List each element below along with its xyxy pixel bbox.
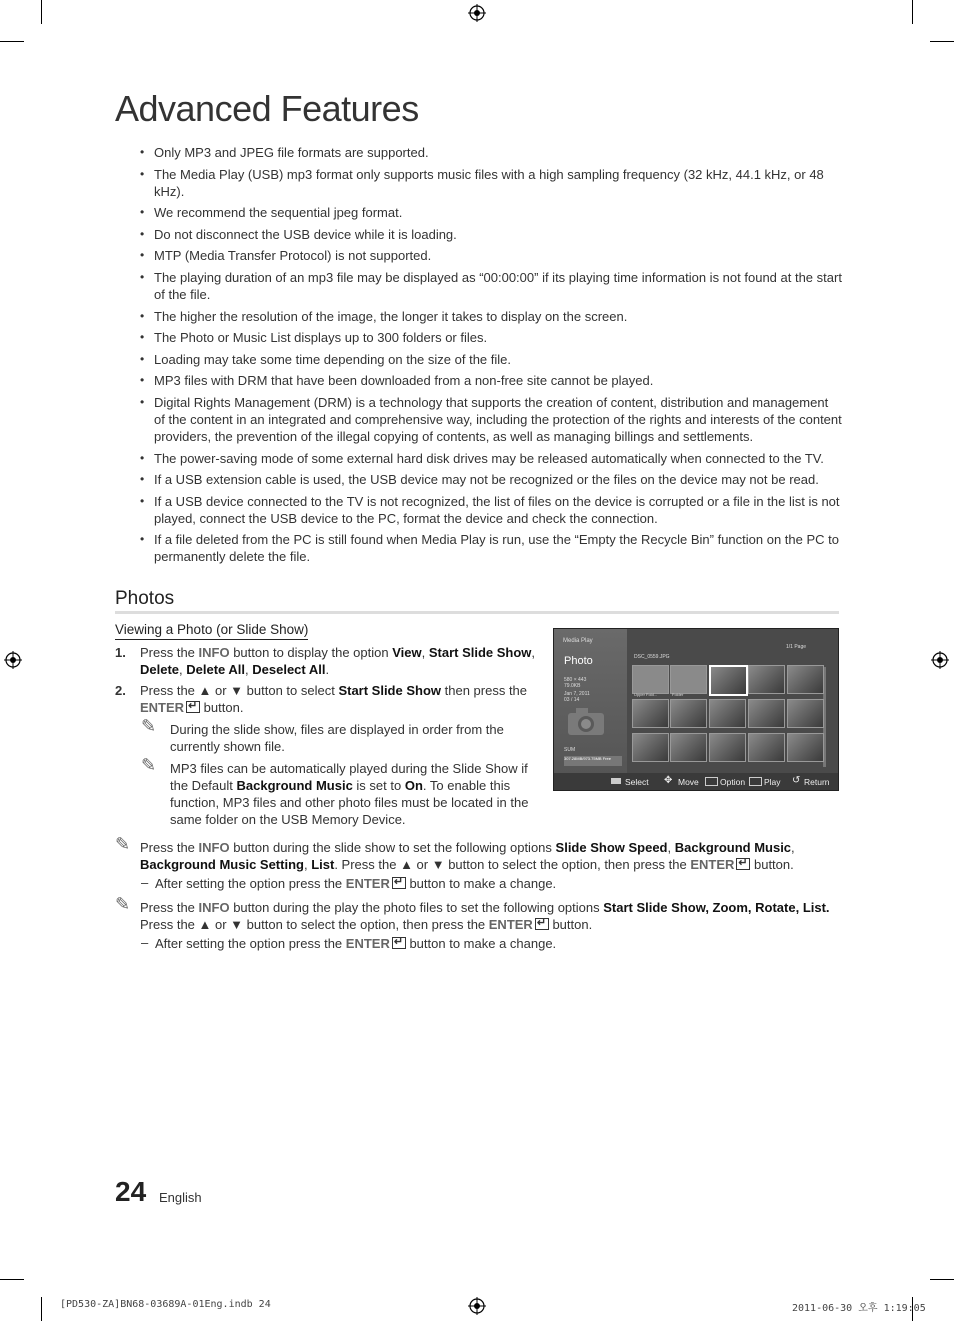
option-background-music: Background Music bbox=[236, 778, 353, 793]
folder-thumb[interactable] bbox=[670, 665, 707, 694]
text: Press the bbox=[140, 840, 199, 855]
photo-thumb[interactable] bbox=[787, 665, 824, 694]
note-pencil-icon: ✎ bbox=[115, 894, 131, 914]
tools-key-icon bbox=[705, 777, 718, 786]
photo-size: 79.0KB bbox=[564, 683, 581, 689]
section-title-photos: Photos bbox=[115, 588, 175, 609]
section-divider bbox=[115, 611, 839, 614]
enter-button-label: ENTER bbox=[140, 700, 185, 715]
option-delete-all: Delete All bbox=[186, 662, 246, 677]
note-text: During the slide show, files are displayed in order from the currently shown file. bbox=[170, 722, 504, 754]
crop-mark bbox=[41, 1297, 42, 1321]
page-language: English bbox=[159, 1190, 202, 1205]
step-text bbox=[140, 644, 540, 678]
list-item: • Loading may take some time depending on the size of the file. bbox=[137, 351, 842, 368]
photo-thumb[interactable] bbox=[709, 699, 746, 728]
footer-file-info: [PD530-ZA]BN68-03689A-01Eng.indb 24 bbox=[60, 1299, 271, 1310]
text: button to make a change. bbox=[405, 876, 557, 891]
text: , bbox=[531, 645, 536, 660]
list-item: • MTP (Media Transfer Protocol) is not supported. bbox=[137, 247, 842, 264]
text: , bbox=[303, 857, 312, 872]
crop-mark bbox=[930, 1279, 954, 1280]
enter-button-label: ENTER bbox=[488, 917, 533, 932]
move-arrows-icon: ✥ bbox=[664, 775, 673, 786]
note-text bbox=[140, 899, 840, 933]
note-text bbox=[170, 760, 540, 828]
note-pencil-icon: ✎ bbox=[141, 716, 157, 736]
info-button-label: INFO bbox=[198, 900, 230, 915]
text: . bbox=[325, 662, 330, 677]
folder-label: Folder bbox=[672, 692, 684, 697]
photo-thumb[interactable] bbox=[787, 733, 824, 762]
enter-icon bbox=[535, 918, 549, 930]
photo-thumb[interactable] bbox=[709, 733, 746, 762]
crop-mark bbox=[0, 1279, 24, 1280]
media-play-logo: Media Play bbox=[563, 638, 593, 644]
text: , bbox=[791, 840, 795, 855]
storage-bar bbox=[564, 756, 622, 766]
text: button during the slide show to set the following options bbox=[229, 840, 556, 855]
list-item: • Only MP3 and JPEG file formats are supported. bbox=[137, 144, 842, 161]
text: button. bbox=[750, 857, 794, 872]
option-view: View bbox=[392, 645, 422, 660]
list-item: • MP3 files with DRM that have been downloaded from a non-free site cannot be played. bbox=[137, 372, 842, 389]
photo-thumb[interactable] bbox=[748, 733, 785, 762]
photo-thumb[interactable] bbox=[632, 699, 669, 728]
text: button during the play the photo files to set the following options bbox=[229, 900, 604, 915]
step-number: 1. bbox=[115, 645, 126, 660]
list-item: • The Photo or Music List displays up to 300 folders or files. bbox=[137, 329, 842, 346]
photo-info-panel bbox=[554, 629, 627, 773]
list-item: • The higher the resolution of the image, the longer it takes to display on the screen. bbox=[137, 308, 842, 325]
text: MP3 files can be automatically played during the Slide Show if the Default bbox=[170, 761, 528, 793]
photo-thumb[interactable] bbox=[748, 699, 785, 728]
text: After setting the option press the bbox=[155, 936, 346, 951]
text: , bbox=[245, 662, 253, 677]
options-list: Start Slide Show, Zoom, Rotate, List. bbox=[603, 900, 830, 915]
camera-icon bbox=[566, 705, 606, 737]
note-text bbox=[140, 839, 840, 873]
device-name: SUM bbox=[564, 747, 576, 753]
tv-button-move[interactable]: Move bbox=[678, 777, 699, 787]
tv-button-bar bbox=[554, 773, 838, 790]
file-name: DSC_0559.JPG bbox=[634, 654, 670, 660]
page-info: 1/1 Page bbox=[786, 644, 807, 650]
step-1 bbox=[115, 644, 540, 678]
step-2 bbox=[115, 682, 540, 716]
text: Press the bbox=[140, 900, 199, 915]
option-on: On bbox=[404, 778, 423, 793]
list-item: • The playing duration of an mp3 file may be displayed as “00:00:00” if its playing time information is not found at the start of the file. bbox=[137, 269, 842, 303]
text: button to make a change. bbox=[405, 936, 557, 951]
option-background-music: Background Music bbox=[674, 840, 792, 855]
crop-mark bbox=[41, 0, 42, 24]
list-item: • Digital Rights Management (DRM) is a technology that supports the creation of content, distribution and management of the content in an integrated and comprehensive way, including the protection of the rights and interests of the content providers, the prevention of the illegal copying of contents, as well as managing billings and settlements. bbox=[137, 394, 842, 445]
text: , bbox=[179, 662, 187, 677]
option-slide-show-speed: Slide Show Speed bbox=[555, 840, 668, 855]
page-number: 24 bbox=[115, 1176, 147, 1207]
text: . To enable this function, MP3 files and other photo files must be located in the same folder on the USB Memory Device. bbox=[170, 778, 529, 827]
option-start-slide-show: Start Slide Show bbox=[338, 683, 442, 698]
list-item: • The Media Play (USB) mp3 format only supports music files with a high sampling frequency (32 kHz, 44.1 kHz, or 48 kHz). bbox=[137, 166, 842, 200]
return-icon: ↺ bbox=[792, 775, 801, 786]
photo-thumb[interactable] bbox=[632, 733, 669, 762]
crop-mark bbox=[912, 0, 913, 24]
list-item: • We recommend the sequential jpeg format. bbox=[137, 204, 842, 221]
text: then press the bbox=[441, 683, 528, 698]
enter-button-label: ENTER bbox=[345, 936, 390, 951]
registration-mark-icon bbox=[468, 4, 486, 22]
photo-date: Jan 7, 2011 bbox=[564, 691, 590, 697]
list-item: • If a file deleted from the PC is still found when Media Play is run, use the “Empty the Recycle Bin” function on the PC to permanently delete the file. bbox=[137, 531, 842, 565]
photo-thumb[interactable] bbox=[670, 699, 707, 728]
photo-resolution: 580 × 443 bbox=[564, 677, 587, 683]
list-item: • The power-saving mode of some external hard disk drives may be released automatically when connected to the TV. bbox=[137, 450, 842, 467]
panel-title: Photo bbox=[564, 655, 593, 667]
photo-index: 03 / 14 bbox=[564, 697, 580, 703]
text: button. bbox=[548, 917, 593, 932]
folder-up-label: Upper Fold... bbox=[634, 692, 658, 697]
note-pencil-icon: ✎ bbox=[115, 834, 131, 854]
option-list: List bbox=[311, 857, 335, 872]
storage-info: 307.28MB/973.75MB bbox=[564, 756, 602, 761]
info-button-label: INFO bbox=[198, 840, 230, 855]
tv-button-select[interactable]: Select bbox=[625, 777, 649, 787]
list-item: • If a USB device connected to the TV is not recognized, the list of files on the device is corrupted or a file in the list is not played, connect the USB device to the PC, format the device and check the connection. bbox=[137, 493, 842, 527]
enter-key-icon bbox=[749, 777, 762, 786]
select-key-icon bbox=[611, 778, 621, 784]
text: button. bbox=[200, 700, 244, 715]
enter-icon bbox=[186, 701, 200, 713]
media-play-screenshot bbox=[553, 628, 839, 791]
tv-button-play[interactable]: Play bbox=[764, 777, 781, 787]
step-number: 2. bbox=[115, 683, 126, 698]
notes-bullet-list bbox=[137, 144, 842, 570]
storage-free: Free bbox=[602, 756, 611, 761]
option-delete: Delete bbox=[140, 662, 180, 677]
option-background-music-setting: Background Music Setting bbox=[140, 857, 304, 872]
registration-mark-icon bbox=[468, 1297, 486, 1315]
option-start-slide-show: Start Slide Show bbox=[428, 645, 532, 660]
text: Press the ▲ or ▼ button to select the option, then press the bbox=[140, 917, 489, 932]
enter-icon bbox=[392, 937, 406, 949]
note-pencil-icon: ✎ bbox=[141, 755, 157, 775]
list-item: • If a USB extension cable is used, the USB device may not be recognized or the files on the device may not be read. bbox=[137, 471, 842, 488]
page-title: Advanced Features bbox=[115, 88, 419, 129]
list-item: • Do not disconnect the USB device while it is loading. bbox=[137, 226, 842, 243]
text: Press the bbox=[140, 645, 199, 660]
photo-thumb[interactable] bbox=[748, 665, 785, 694]
footer-date: 2011-06-30 오후 1:19:05 bbox=[792, 1303, 926, 1314]
text: , bbox=[421, 645, 429, 660]
dash: – bbox=[141, 935, 149, 950]
tv-button-option[interactable]: Option bbox=[720, 777, 746, 787]
crop-mark bbox=[930, 41, 954, 42]
option-deselect-all: Deselect All bbox=[252, 662, 326, 677]
photo-thumb[interactable] bbox=[787, 699, 824, 728]
note-subtext bbox=[155, 935, 835, 952]
folder-thumb-upper[interactable] bbox=[632, 665, 669, 694]
enter-icon bbox=[736, 858, 750, 870]
step-text bbox=[140, 682, 540, 716]
note-subtext bbox=[155, 875, 835, 892]
photo-thumb-selected[interactable] bbox=[709, 665, 748, 696]
crop-mark bbox=[0, 41, 24, 42]
subsection-title: Viewing a Photo (or Slide Show) bbox=[115, 622, 308, 640]
info-button-label: INFO bbox=[198, 645, 230, 660]
registration-mark-icon bbox=[4, 651, 22, 669]
tv-button-return[interactable]: Return bbox=[804, 777, 830, 787]
dash: – bbox=[141, 875, 149, 890]
text: , bbox=[667, 840, 675, 855]
enter-icon bbox=[392, 877, 406, 889]
text: . Press the ▲ or ▼ button to select the option, then press the bbox=[334, 857, 691, 872]
photo-thumb[interactable] bbox=[670, 733, 707, 762]
enter-button-label: ENTER bbox=[690, 857, 735, 872]
text: After setting the option press the bbox=[155, 876, 346, 891]
text: button to display the option bbox=[229, 645, 393, 660]
registration-mark-icon bbox=[931, 651, 949, 669]
enter-button-label: ENTER bbox=[345, 876, 390, 891]
text: is set to bbox=[352, 778, 405, 793]
text: Press the ▲ or ▼ button to select bbox=[140, 683, 339, 698]
